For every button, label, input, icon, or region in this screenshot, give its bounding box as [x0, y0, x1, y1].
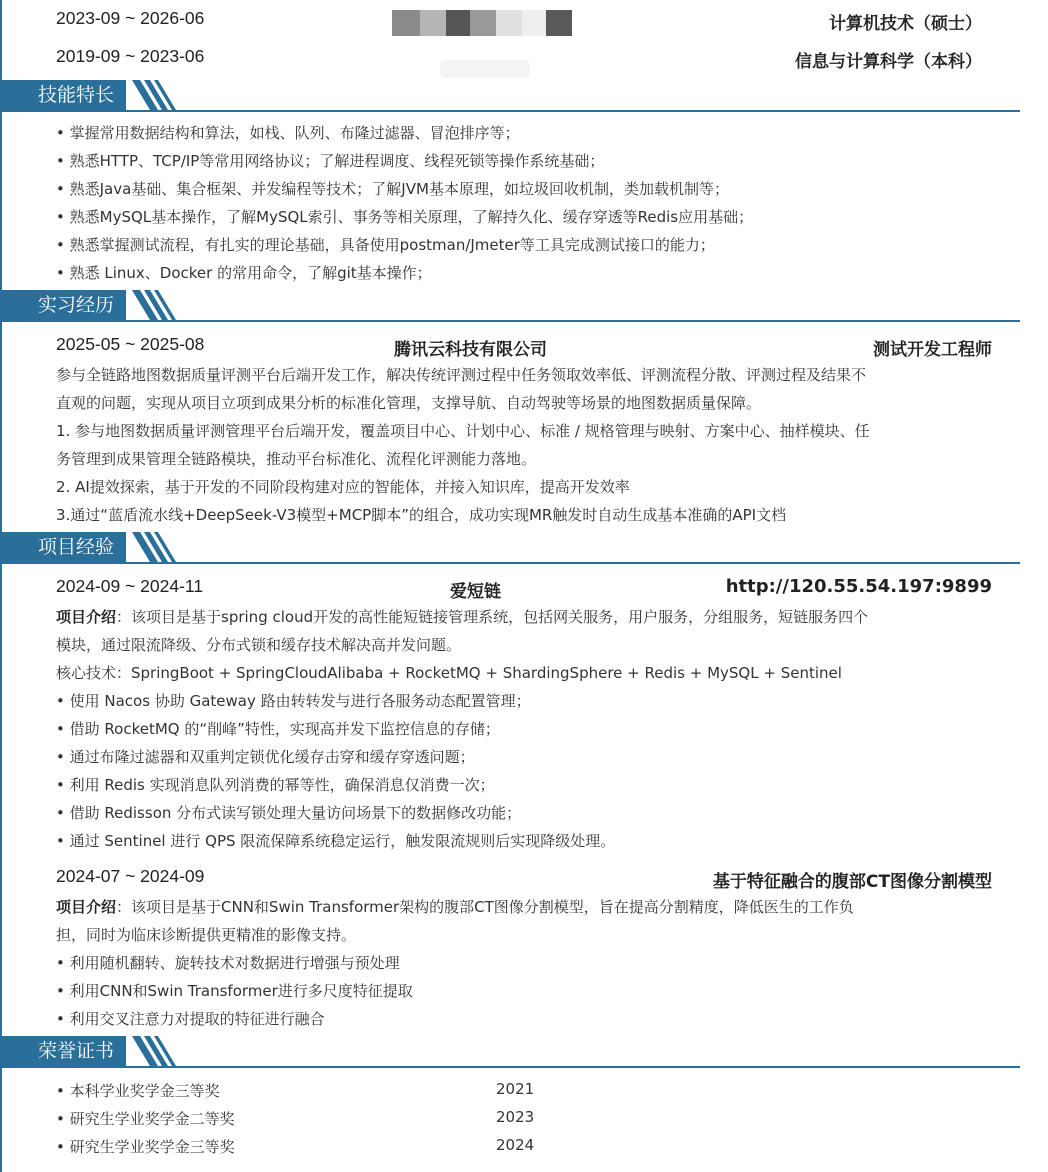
skill-item: • 熟悉HTTP、TCP/IP等常用网络协议；了解进程调度、线程死锁等操作系统基础；: [56, 150, 604, 171]
school-name-redacted: [440, 60, 530, 78]
project1-date: 2024-09 ~ 2024-11: [56, 576, 204, 596]
section-honors-title: 荣誉证书: [0, 1036, 126, 1066]
section-rule: [0, 1066, 1020, 1068]
section-rule: [0, 110, 1020, 112]
honor-year: 2023: [496, 1108, 535, 1126]
project1-intro-label: 项目介绍: [56, 608, 117, 626]
project1-bullet: • 借助 RocketMQ 的“削峰”特性，实现高并发下监控信息的存储；: [56, 718, 500, 739]
skill-item: • 熟悉 Linux、Docker 的常用命令，了解git基本操作；: [56, 262, 432, 283]
honor-name: • 研究生学业奖学金三等奖: [56, 1136, 235, 1157]
internship-line: 参与全链路地图数据质量评测平台后端开发工作，解决传统评测过程中任务领取效率低、评测流程分散、评测过程及结果不: [56, 366, 867, 384]
project2-intro-text: ：该项目是基于CNN和Swin Transformer架构的腹部CT图像分割模型，旨在提高分割精度，降低医生的工作负: [116, 898, 854, 916]
skill-item: • 熟悉MySQL基本操作，了解MySQL索引、事务等相关原理，了解持久化、缓存穿透等Redis应用基础；: [56, 206, 753, 227]
internship-line: 1. 参与地图数据质量评测管理平台后端开发，覆盖项目中心、计划中心、标准 / 规格管理与映射、方案中心、抽样模块、任: [56, 422, 870, 440]
project1-name: 爱短链: [450, 582, 501, 602]
internship-line: 2. AI提效探索，基于开发的不同阶段构建对应的智能体，并接入知识库，提高开发效率: [56, 478, 630, 496]
section-projects-header: [0, 532, 1020, 566]
section-rule: [0, 562, 1020, 564]
project2-bullet: • 利用交叉注意力对提取的特征进行融合: [56, 1008, 325, 1029]
project1-bullet: • 通过 Sentinel 进行 QPS 限流保障系统稳定运行，触发限流规则后实现降级处理。: [56, 830, 615, 851]
internship-line: 3.通过“蓝盾流水线+DeepSeek-V3模型+MCP脚本”的组合，成功实现MR触发时自动生成基本准确的API文档: [56, 506, 787, 524]
edu-date-1: 2023-09 ~ 2026-06: [56, 8, 205, 28]
project2-bullet: • 利用随机翻转、旋转技术对数据进行增强与预处理: [56, 952, 400, 973]
internship-line: 务管理到成果管理全链路模块，推动平台标准化、流程化评测能力落地。: [56, 450, 537, 468]
section-rule: [0, 320, 1020, 322]
project1-bullet: • 利用 Redis 实现消息队列消费的幂等性，确保消息仅消费一次；: [56, 774, 495, 795]
project1-bullet: • 使用 Nacos 协助 Gateway 路由转转发与进行各服务动态配置管理；: [56, 690, 531, 711]
project1-bullet: • 借助 Redisson 分布式读写锁处理大量访问场景下的数据修改功能；: [56, 802, 521, 823]
left-accent-bar: [0, 0, 8, 1172]
project2-intro-cont: 担，同时为临床诊断提供更精准的影像支持。: [56, 926, 357, 944]
project2-intro-label: 项目介绍: [56, 898, 117, 916]
skill-item: • 熟悉掌握测试流程，有扎实的理论基础，具备使用postman/Jmeter等工具完成测试接口的能力；: [56, 234, 715, 255]
edu-major-2: 信息与计算科学（本科）: [795, 52, 982, 72]
stripe-decoration-icon: [132, 532, 186, 562]
project1-bullet: • 通过布隆过滤器和双重判定锁优化缓存击穿和缓存穿透问题；: [56, 746, 475, 767]
section-skills-header: [0, 80, 1020, 114]
internship-date: 2025-05 ~ 2025-08: [56, 334, 205, 354]
honor-year: 2024: [496, 1136, 535, 1154]
edu-date-2: 2019-09 ~ 2023-06: [56, 46, 205, 66]
internship-role: 测试开发工程师: [873, 340, 992, 360]
section-internship-title: 实习经历: [0, 290, 126, 320]
project1-tech: 核心技术：SpringBoot + SpringCloudAlibaba + RocketMQ + ShardingSphere + Redis + MySQL + Sentinel: [56, 664, 842, 682]
stripe-decoration-icon: [132, 1036, 186, 1066]
skill-item: • 掌握常用数据结构和算法，如栈、队列、布隆过滤器、冒泡排序等；: [56, 122, 520, 143]
stripe-decoration-icon: [132, 290, 186, 320]
project2-intro: [56, 896, 854, 917]
internship-company: 腾讯云科技有限公司: [394, 340, 547, 360]
section-skills-title: 技能特长: [0, 80, 126, 110]
project1-url[interactable]: http://120.55.54.197:9899: [725, 576, 992, 597]
school-logo-redacted: [392, 10, 572, 36]
skill-item: • 熟悉Java基础、集合框架、并发编程等技术；了解JVM基本原理，如垃圾回收机制，类加载机制等；: [56, 178, 729, 199]
project1-intro-cont: 模块，通过限流降级、分布式锁和缓存技术解决高并发问题。: [56, 636, 462, 654]
project1-intro-text: ：该项目是基于spring cloud开发的高性能短链接管理系统，包括网关服务，用户服务，分组服务，短链服务四个: [116, 608, 869, 626]
honor-name: • 本科学业奖学金三等奖: [56, 1080, 220, 1101]
project2-bullet: • 利用CNN和Swin Transformer进行多尺度特征提取: [56, 980, 413, 1001]
stripe-decoration-icon: [132, 80, 186, 110]
project1-intro: [56, 606, 868, 627]
internship-line: 直观的问题，实现从项目立项到成果分析的标准化管理，支撑导航、自动驾驶等场景的地图数据质量保障。: [56, 394, 762, 412]
project2-date: 2024-07 ~ 2024-09: [56, 866, 205, 886]
section-honors-header: [0, 1036, 1020, 1070]
honor-name: • 研究生学业奖学金二等奖: [56, 1108, 235, 1129]
honor-year: 2021: [496, 1080, 535, 1098]
project2-name: 基于特征融合的腹部CT图像分割模型: [712, 872, 992, 892]
edu-major-1: 计算机技术（硕士）: [829, 14, 982, 34]
section-projects-title: 项目经验: [0, 532, 126, 562]
section-internship-header: [0, 290, 1020, 324]
